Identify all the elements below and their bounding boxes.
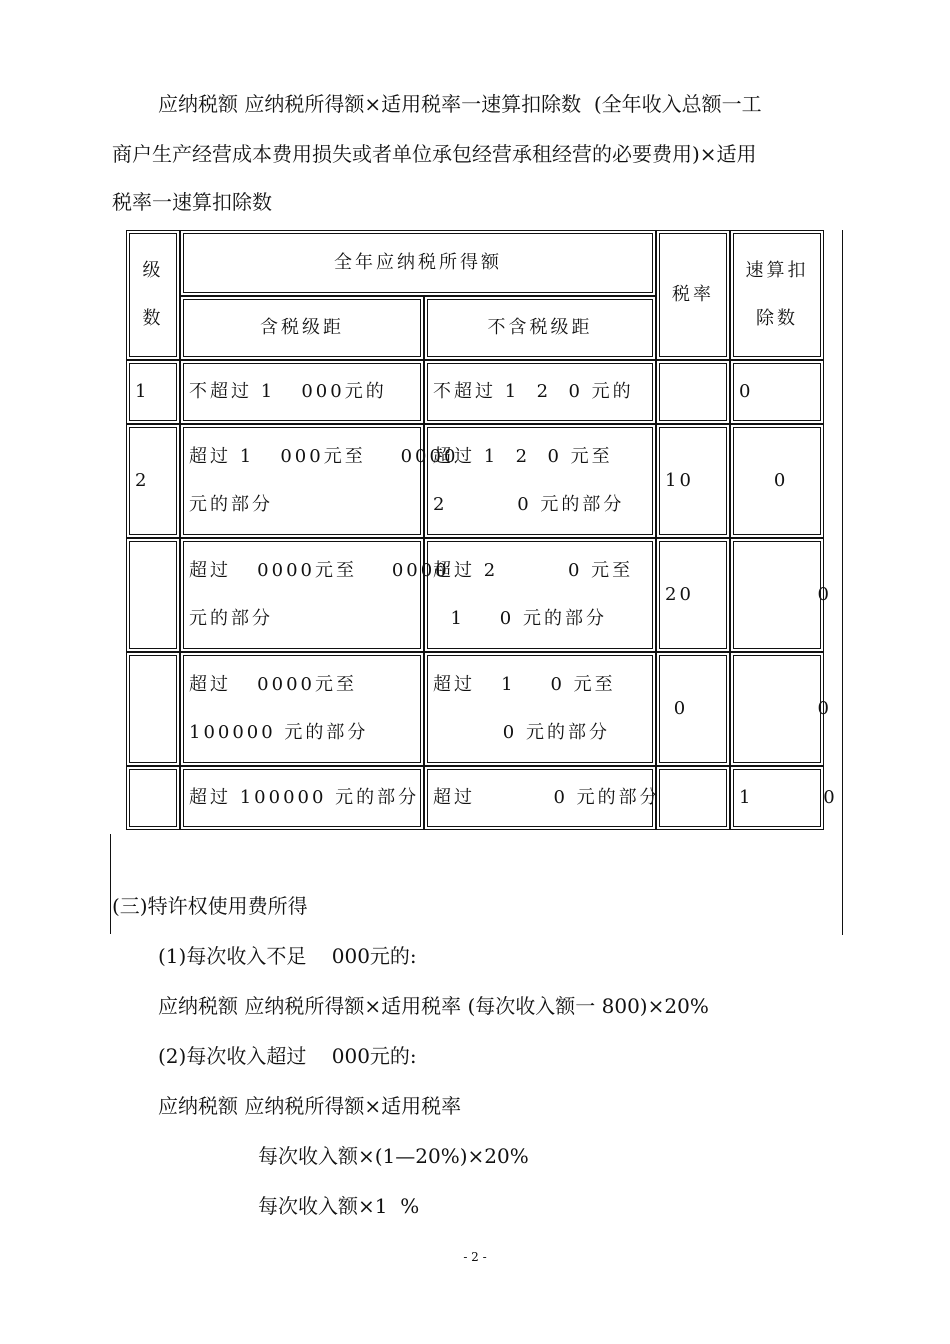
table-row — [126, 652, 824, 766]
table-row — [126, 424, 824, 538]
header-rate: 税率 — [656, 230, 730, 360]
cell-level — [126, 766, 180, 830]
formula-4: 每次收入额×1 % — [258, 1194, 420, 1218]
cell-with-tax: 不超过 1 000元的 — [180, 360, 424, 424]
cell-without-tax: 不超过 1 2 0 元的 — [424, 360, 656, 424]
cell-deduction: 1 0 — [730, 766, 824, 830]
cell-without-tax: 超过 1 0 元至 0 元的部分 — [424, 652, 656, 766]
cell-deduction: 0 — [730, 424, 824, 538]
cell-level — [126, 652, 180, 766]
cell-without-tax: 超过 0 元的部分 — [424, 766, 656, 830]
cell-deduction: 0 — [730, 538, 824, 652]
cell-with-tax: 超过 1 000元至 0000 元的部分 — [180, 424, 424, 538]
table-row — [126, 538, 824, 652]
cell-deduction: 0 — [730, 360, 824, 424]
right-border-line — [842, 230, 843, 935]
formula-2: 应纳税额 应纳税所得额×适用税率 — [158, 1094, 462, 1118]
formula-1: 应纳税额 应纳税所得额×适用税率 (每次收入额一 800)×20% — [158, 994, 709, 1018]
intro-line-1: 应纳税额 应纳税所得额×适用税率一速算扣除数 (全年收入总额一工 — [158, 92, 762, 116]
cell-rate — [656, 766, 730, 830]
header-without-tax: 不含税级距 — [424, 296, 656, 360]
cell-deduction: 0 — [730, 652, 824, 766]
item-2: (2)每次收入超过 000元的: — [158, 1044, 417, 1068]
cell-with-tax: 超过 100000 元的部分 — [180, 766, 424, 830]
section-heading: (三)特许权使用费所得 — [112, 894, 308, 918]
formula-3: 每次收入额×(1—20%)×20% — [258, 1144, 529, 1168]
cell-level — [126, 538, 180, 652]
header-income: 全年应纳税所得额 — [180, 230, 656, 296]
cell-without-tax: 超过 2 0 元至 1 0 元的部分 — [424, 538, 656, 652]
header-level: 级 数 — [126, 230, 180, 360]
cell-with-tax: 超过 0000元至 0000 元的部分 — [180, 538, 424, 652]
left-border-line — [110, 834, 111, 934]
cell-without-tax: 超过 1 2 0 元至 2 0 元的部分 — [424, 424, 656, 538]
tax-bracket-table — [126, 230, 838, 830]
cell-rate: 20 — [656, 538, 730, 652]
table-row — [126, 360, 824, 424]
cell-rate: 10 — [656, 424, 730, 538]
page-number: - 2 - — [463, 1250, 487, 1264]
header-deduction: 速算扣 除数 — [730, 230, 824, 360]
cell-rate — [656, 360, 730, 424]
cell-level: 1 — [126, 360, 180, 424]
table-row — [126, 766, 824, 830]
cell-rate: 0 — [656, 652, 730, 766]
item-1: (1)每次收入不足 000元的: — [158, 944, 417, 968]
intro-line-2: 商户生产经营成本费用损失或者单位承包经营承租经营的必要费用)×适用 — [112, 142, 757, 166]
cell-level: 2 — [126, 424, 180, 538]
intro-line-3: 税率一速算扣除数 — [112, 190, 272, 214]
cell-with-tax: 超过 0000元至 100000 元的部分 — [180, 652, 424, 766]
header-with-tax: 含税级距 — [180, 296, 424, 360]
